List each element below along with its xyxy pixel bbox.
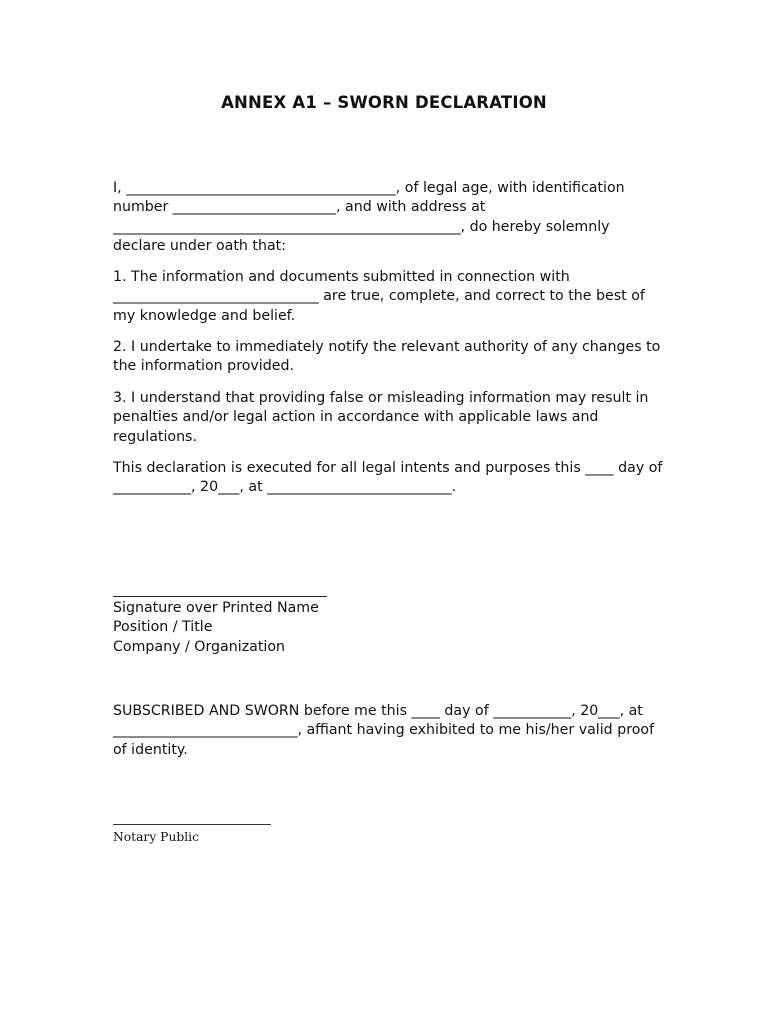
declaration-item-3	[113, 389, 658, 447]
signature-company-label: Company / Organization	[113, 638, 285, 655]
jurat-paragraph	[113, 702, 658, 760]
intro-line: number _______________________, and with address at	[113, 199, 486, 216]
item3-line: 3. I understand that providing false or misleading information may result in	[113, 390, 649, 406]
signature-position-label: Position / Title	[113, 619, 213, 636]
intro-paragraph	[113, 179, 658, 256]
signature-line	[113, 596, 327, 597]
item3-line: regulations.	[113, 428, 197, 445]
notary-block	[113, 807, 413, 845]
item3-line: penalties and/or legal action in accordance with applicable laws and	[113, 409, 599, 426]
jurat-line: SUBSCRIBED AND SWORN before me this ____ day of ___________, 20___, at	[113, 703, 643, 719]
intro-line: _________________________________________________, do hereby solemnly	[113, 218, 610, 235]
intro-line: I, ______________________________________, of legal age, with identification	[113, 180, 625, 196]
item1-line: my knowledge and belief.	[113, 307, 296, 324]
execution-line: This declaration is executed for all legal intents and purposes this ____ day of	[113, 460, 663, 476]
notary-signature-line	[113, 824, 271, 825]
intro-line: declare under oath that:	[113, 237, 287, 254]
execution-paragraph	[113, 459, 663, 498]
execution-line: ___________, 20___, at __________________________.	[113, 479, 457, 496]
item1-line: _____________________________ are true, complete, and correct to the best of	[113, 288, 645, 305]
jurat-line: of identity.	[113, 741, 188, 758]
signature-block	[113, 579, 513, 657]
declaration-item-2	[113, 338, 661, 377]
item1-line: 1. The information and documents submitted in connection with	[113, 269, 570, 285]
notary-label: Notary Public	[113, 830, 199, 844]
jurat-line: __________________________, affiant having exhibited to me his/her valid proof	[113, 722, 655, 739]
document-title: ANNEX A1 – SWORN DECLARATION	[221, 93, 547, 112]
item2-line: 2. I undertake to immediately notify the relevant authority of any changes to	[113, 339, 661, 355]
declaration-item-1	[113, 268, 658, 326]
signature-name-label: Signature over Printed Name	[113, 600, 319, 616]
item2-line: the information provided.	[113, 358, 294, 375]
